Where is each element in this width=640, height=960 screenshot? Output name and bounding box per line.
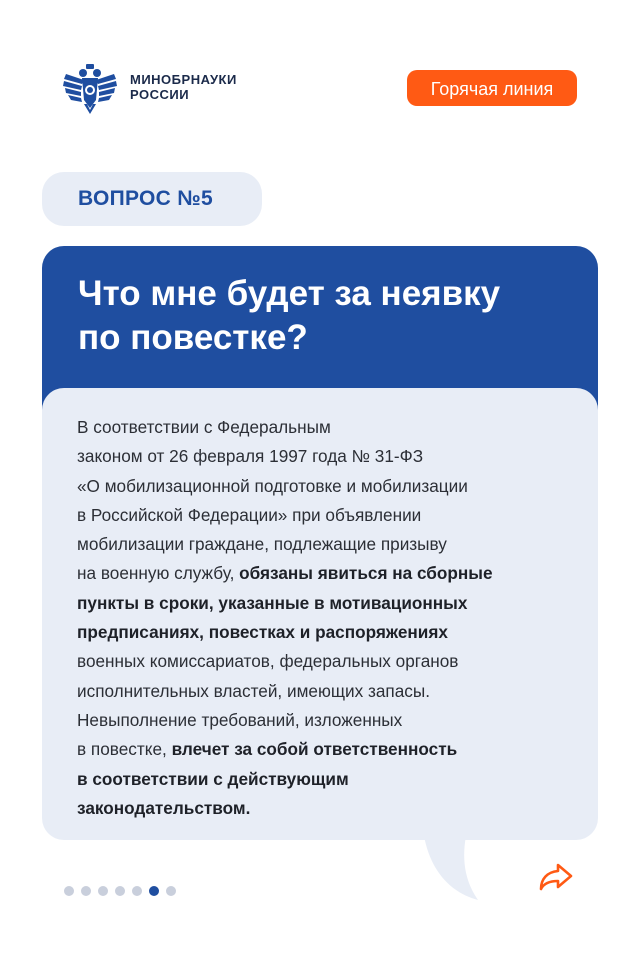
answer-text-bold: обязаны явиться на сборные — [239, 563, 493, 584]
answer-line: военных комиссариатов, федеральных органов — [77, 651, 459, 672]
pagination-dot[interactable] — [115, 886, 125, 896]
speech-bubble-tail — [418, 836, 478, 900]
pagination-dot[interactable] — [81, 886, 91, 896]
answer-line: законом от 26 февраля 1997 года № 31-ФЗ — [77, 446, 424, 467]
question-title-line2: по повестке? — [78, 318, 308, 357]
answer-line — [77, 735, 587, 764]
pagination-dots — [64, 886, 176, 896]
share-arrow-icon[interactable] — [538, 862, 574, 892]
answer-line — [77, 765, 587, 794]
ministry-name-line2: РОССИИ — [130, 87, 190, 102]
ministry-name — [130, 72, 237, 102]
answer-text-bold: предписаниях, повестках и распоряжениях — [77, 622, 448, 643]
answer-text-bold: влечет за собой ответственность — [171, 739, 458, 760]
answer-text-bold: в соответствии с действующим — [77, 768, 349, 789]
answer-text-regular: на военную службу, — [77, 563, 240, 584]
answer-line — [77, 618, 587, 647]
ministry-name-line1: МИНОБРНАУКИ — [130, 72, 237, 87]
answer-text-regular: в повестке, — [77, 739, 172, 760]
eagle-emblem-icon — [62, 64, 118, 114]
pagination-dot[interactable] — [98, 886, 108, 896]
question-number-badge: ВОПРОС №5 — [42, 172, 262, 226]
hotline-button[interactable]: Горячая линия — [407, 70, 577, 106]
answer-line: В соответствии с Федеральным — [77, 417, 331, 437]
pagination-dot[interactable] — [132, 886, 142, 896]
answer-line — [77, 794, 587, 823]
answer-line — [77, 589, 587, 618]
answer-line: «О мобилизационной подготовке и мобилизации — [77, 475, 468, 496]
answer-text-bold: пункты в сроки, указанные в мотивационных — [77, 592, 468, 613]
answer-line: исполнительных властей, имеющих запасы. — [77, 680, 430, 701]
answer-line: Невыполнение требований, изложенных — [77, 709, 403, 730]
answer-line: в Российской Федерации» при объявлении — [77, 504, 422, 525]
question-title-line1: Что мне будет за неявку — [78, 274, 501, 313]
pagination-dot-active[interactable] — [149, 886, 159, 896]
question-title — [78, 272, 578, 360]
answer-text-bold: законодательством. — [77, 797, 251, 818]
answer-line: мобилизации граждане, подлежащие призыву — [77, 534, 447, 555]
answer-line — [77, 559, 587, 588]
pagination-dot[interactable] — [166, 886, 176, 896]
answer-text — [77, 413, 587, 823]
pagination-dot[interactable] — [64, 886, 74, 896]
